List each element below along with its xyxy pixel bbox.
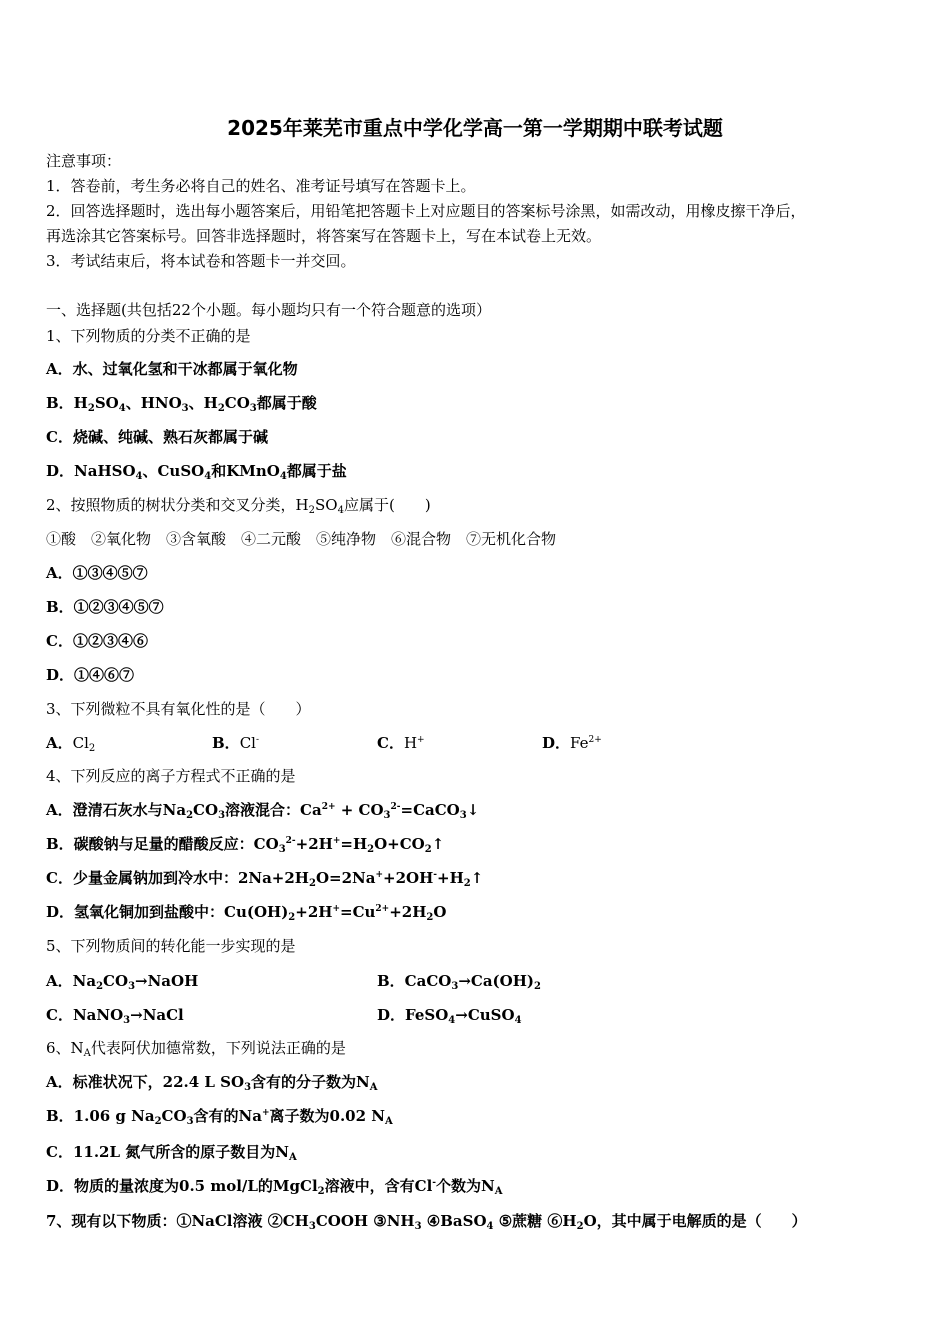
q6-option-c: C．11.2L 氮气所含的原子数目为$N_A$: [46, 1143, 297, 1163]
q1-option-b: B．$H_2SO_4$、$HNO_3$、$H_2CO_3$都属于酸: [46, 394, 317, 414]
notice-item-3: 3．考试结束后，将本试卷和答题卡一并交回。: [46, 252, 356, 270]
q3-option-d: D．$Fe^{2+}$: [542, 734, 602, 752]
q4-option-a: A．澄清石灰水与$Na_2CO_3$溶液混合：$Ca^{2+}$ + $CO_3^{2-}=CaCO_3↓$: [46, 801, 480, 821]
q2-choices: ①酸 ②氧化物 ③含氧酸 ④二元酸 ⑤纯净物 ⑥混合物 ⑦无机化合物: [46, 530, 557, 548]
section-heading: 一、选择题(共包括22个小题。每小题均只有一个符合题意的选项）: [46, 301, 491, 319]
q2-option-c: C．①②③④⑥: [46, 632, 148, 650]
q6-option-d: D．物质的量浓度为0.5 mol/L的MgCl$_2$溶液中，含有Cl-个数为$N_A$: [46, 1177, 503, 1197]
q3-option-b: B．Cl-: [212, 734, 260, 752]
q6-option-b: B．1.06 g $Na_2CO_3$含有的Na+离子数为0.02 $N_A$: [46, 1107, 393, 1127]
q1-stem: 1、下列物质的分类不正确的是: [46, 327, 251, 345]
q5-option-c: C．NaNO$_3$→NaCl: [46, 1006, 184, 1026]
q3-stem: 3、下列微粒不具有氧化性的是（ ）: [46, 700, 311, 718]
q4-option-d: D．氢氧化铜加到盐酸中：$Cu(OH)_2+2H^+=Cu^{2+}+2H_2O$: [46, 903, 447, 923]
notice-item-2-cont: 再选涂其它答案标号。回答非选择题时，将答案写在答题卡上，写在本试卷上无效。: [46, 227, 602, 245]
q5-option-a: A．$Na_2CO_3\to NaOH$: [46, 972, 199, 992]
q6-option-a: A．标准状况下，22.4 L $SO_3$含有的分子数为$N_A$: [46, 1073, 378, 1093]
notice-item-2: 2．回答选择题时，选出每小题答案后，用铅笔把答题卡上对应题目的答案标号涂黑，如需改动，用橡皮擦干净后，: [46, 202, 806, 220]
notice-heading: 注意事项：: [46, 152, 122, 170]
q6-stem: 6、$N_A$代表阿伏加德常数，下列说法正确的是: [46, 1039, 346, 1059]
notice-item-1: 1．答卷前，考生务必将自己的姓名、准考证号填写在答题卡上。: [46, 177, 476, 195]
q3-option-a: A．$Cl_2$: [46, 734, 96, 754]
q2-option-d: D．①④⑥⑦: [46, 666, 135, 684]
q5-option-b: B．$CaCO_3\to Ca(OH)_2$: [377, 972, 541, 992]
q4-stem: 4、下列反应的离子方程式不正确的是: [46, 767, 296, 785]
q2-option-b: B．①②③④⑤⑦: [46, 598, 164, 616]
q1-option-a: A．水、过氧化氢和干冰都属于氧化物: [46, 360, 298, 378]
q1-option-c: C．烧碱、纯碱、熟石灰都属于碱: [46, 428, 268, 446]
page-title: 2025年莱芜市重点中学化学高一第一学期期中联考试题: [227, 116, 723, 140]
q7-stem: 7、现有以下物质：①NaCl溶液 $②CH_3COOH$ $③NH_3$ ④BaSO$_4$ ⑤蔗糖 $⑥H_2O$，其中属于电解质的是（ ）: [46, 1212, 807, 1232]
q5-option-d: D．FeSO$_4$→CuSO$_4$: [377, 1006, 522, 1026]
q1-option-d: D．NaHSO$_4$、CuSO$_4$和KMnO$_4$都属于盐: [46, 462, 347, 482]
q4-option-c: C．少量金属钠加到冷水中：$2Na+2H_2O=2Na^++2OH^-+H_2↑$: [46, 869, 484, 889]
q4-option-b: B．碳酸钠与足量的醋酸反应：$CO_3^{2-}+2H^+=H_2O+CO_2↑$: [46, 835, 445, 855]
q2-option-a: A．①③④⑤⑦: [46, 564, 148, 582]
q2-stem: 2、按照物质的树状分类和交叉分类，$H_2SO_4$应属于( ): [46, 496, 431, 516]
q5-stem: 5、下列物质间的转化能一步实现的是: [46, 937, 296, 955]
q3-option-c: C．H+: [377, 734, 425, 752]
